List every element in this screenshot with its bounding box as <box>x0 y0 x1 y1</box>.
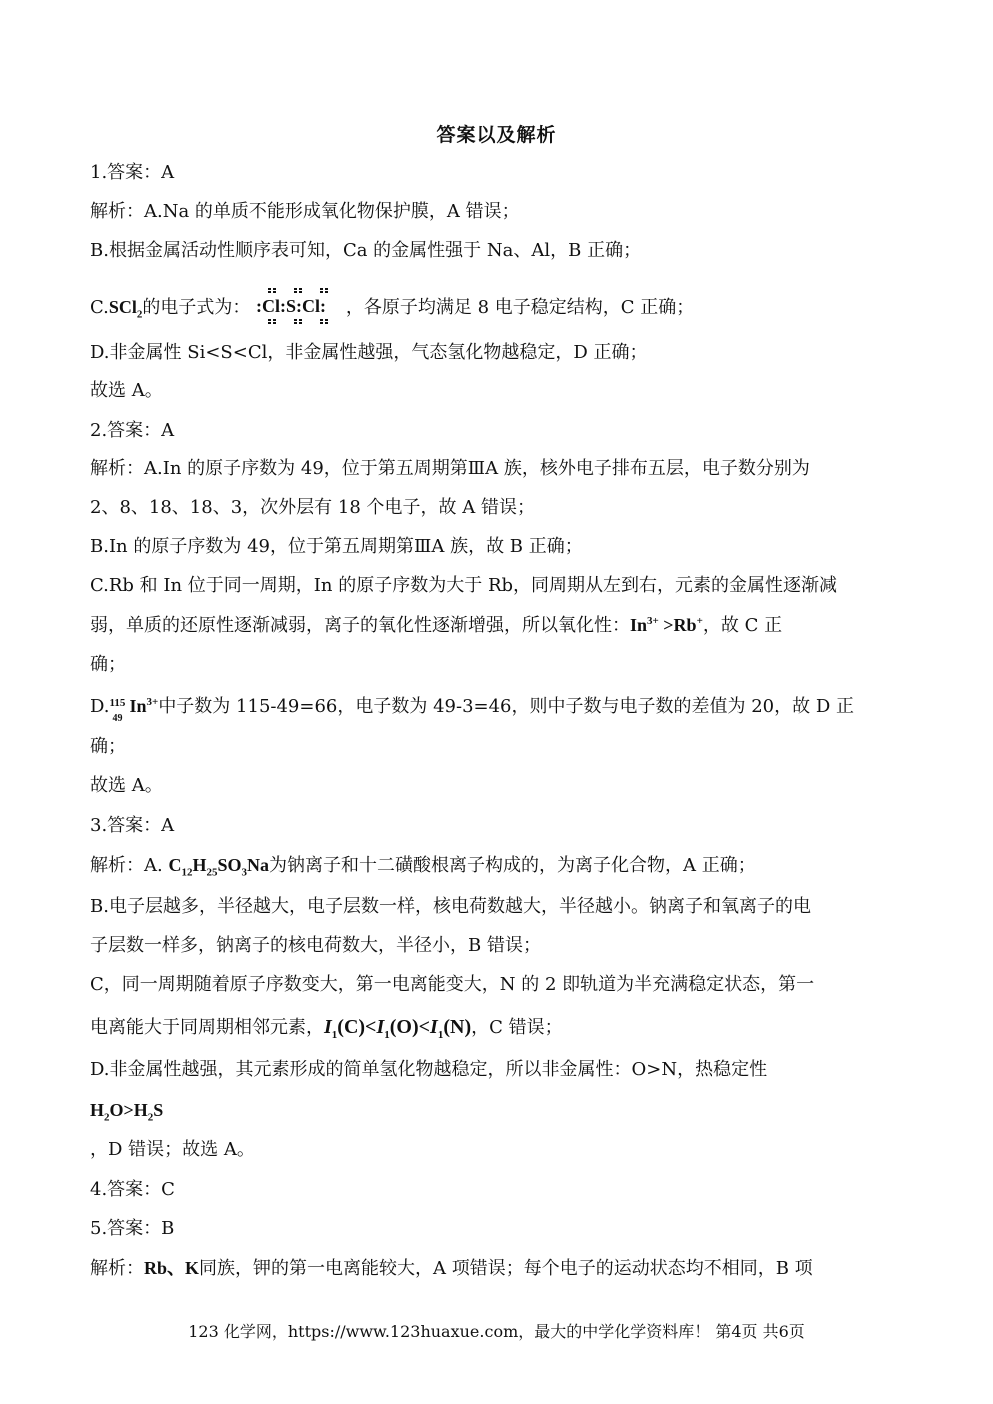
page-title: 答案以及解析 <box>436 124 557 146</box>
text-mid: 的电子式为： <box>142 297 251 318</box>
isotope-in: 115 49 <box>109 697 126 724</box>
formula-scl2: SCl$_2$ <box>108 297 143 321</box>
analysis-2c: C.Rb 和 In 位于同一周期，In 的原子序数为大于 Rb，同周期从左到右，元素的金属性逐渐减 <box>90 575 838 596</box>
conclusion-2: 故选 A。 <box>90 775 163 796</box>
analysis-2c-end: 确； <box>90 654 126 675</box>
formula-c12h25so3na: $C_{12}H_{25}SO_3Na$ <box>168 855 269 879</box>
answer-4: 4.答案：C <box>90 1179 175 1200</box>
page-footer: 123 化学网，https://www.123huaxue.com，最大的中学化学资料库！ 第4页 共6页 <box>188 1322 805 1341</box>
analysis-3a: 解析：A. $C_{12}H_{25}SO_3Na$为钠离子和十二磺酸根离子构成的，为离子化合物，A 正确； <box>90 855 756 879</box>
answer-1: 1.答案：A <box>90 162 175 183</box>
lewis-structure-scl2 <box>256 286 340 326</box>
analysis-3d: D.非金属性越强，其元素形成的简单氢化物越稳定，所以非金属性：O>N，热稳定性 <box>90 1059 768 1080</box>
formula-rb-k: Rb、K <box>144 1258 200 1278</box>
analysis-3c: C，同一周期随着原子序数变大，第一电离能变大，N 的 2 即轨道为半充满稳定状态，第一 <box>90 974 815 995</box>
text-pre: C. <box>90 297 109 318</box>
answer-2: 2.答案：A <box>90 420 175 441</box>
analysis-3d-end: ，D 错误；故选 A。 <box>90 1139 255 1160</box>
analysis-2d: D. 115 49 $In^{3+}$中子数为 115-49=66，电子数为 49-3=46，则中子数与电子数的差值为 20，故 D 正 <box>90 696 855 724</box>
analysis-2d-end: 确； <box>90 736 126 757</box>
formula-in-rb: $In^{3+} >Rb^+$ <box>630 615 703 635</box>
analysis-2a-cont: 2、8、18、18、3，次外层有 18 个电子，故 A 错误； <box>90 497 535 518</box>
analysis-1d: D.非金属性 Si<S<Cl，非金属性越强，气态氢化物越稳定，D 正确； <box>90 342 648 363</box>
analysis-2c-cont: 弱，单质的还原性逐渐减弱，离子的氧化性逐渐增强，所以氧化性：$In^{3+} >Rb^+$，故 C 正 <box>90 615 783 636</box>
conclusion-1: 故选 A。 <box>90 380 163 401</box>
analysis-3c-cont: 电离能大于同周期相邻元素，$I_1(C)<I_1(O)<I_1(N)$，C 错误； <box>90 1016 563 1041</box>
isotope-symbol: $In^{3+}$ <box>129 696 159 716</box>
analysis-3b: B.电子层越多，半径越大，电子层数一样，核电荷数越大，半径越小。钠离子和氧离子的电 <box>90 896 811 917</box>
analysis-1c <box>90 288 910 321</box>
analysis-3b-cont: 子层数一样多，钠离子的核电荷数大，半径小，B 错误； <box>90 935 541 956</box>
analysis-5a: 解析：Rb、K同族，钾的第一电离能较大，A 项错误；每个电子的运动状态均不相同，B 项 <box>90 1258 813 1279</box>
analysis-2a: 解析：A.In 的原子序数为 49，位于第五周期第ⅢA 族，核外电子排布五层，电子数分别为 <box>90 458 810 479</box>
analysis-1a: 解析：A.Na 的单质不能形成氧化物保护膜，A 错误； <box>90 201 520 222</box>
answer-5: 5.答案：B <box>90 1218 175 1239</box>
analysis-1b: B.根据金属活动性顺序表可知，Ca 的金属性强于 Na、Al，B 正确； <box>90 240 642 261</box>
formula-ionization: $I_1(C)<I_1(O)<I_1(N)$ <box>324 1016 472 1041</box>
text-post: ，各原子均满足 8 电子稳定结构，C 正确； <box>345 297 695 318</box>
answer-3: 3.答案：A <box>90 815 175 836</box>
formula-h2o-h2s: $H_2O>H_2S$ <box>90 1100 164 1124</box>
lewis-text: :Cl:S:Cl: <box>256 296 327 316</box>
analysis-2b: B.In 的原子序数为 49，位于第五周期第ⅢA 族，故 B 正确； <box>90 536 583 557</box>
